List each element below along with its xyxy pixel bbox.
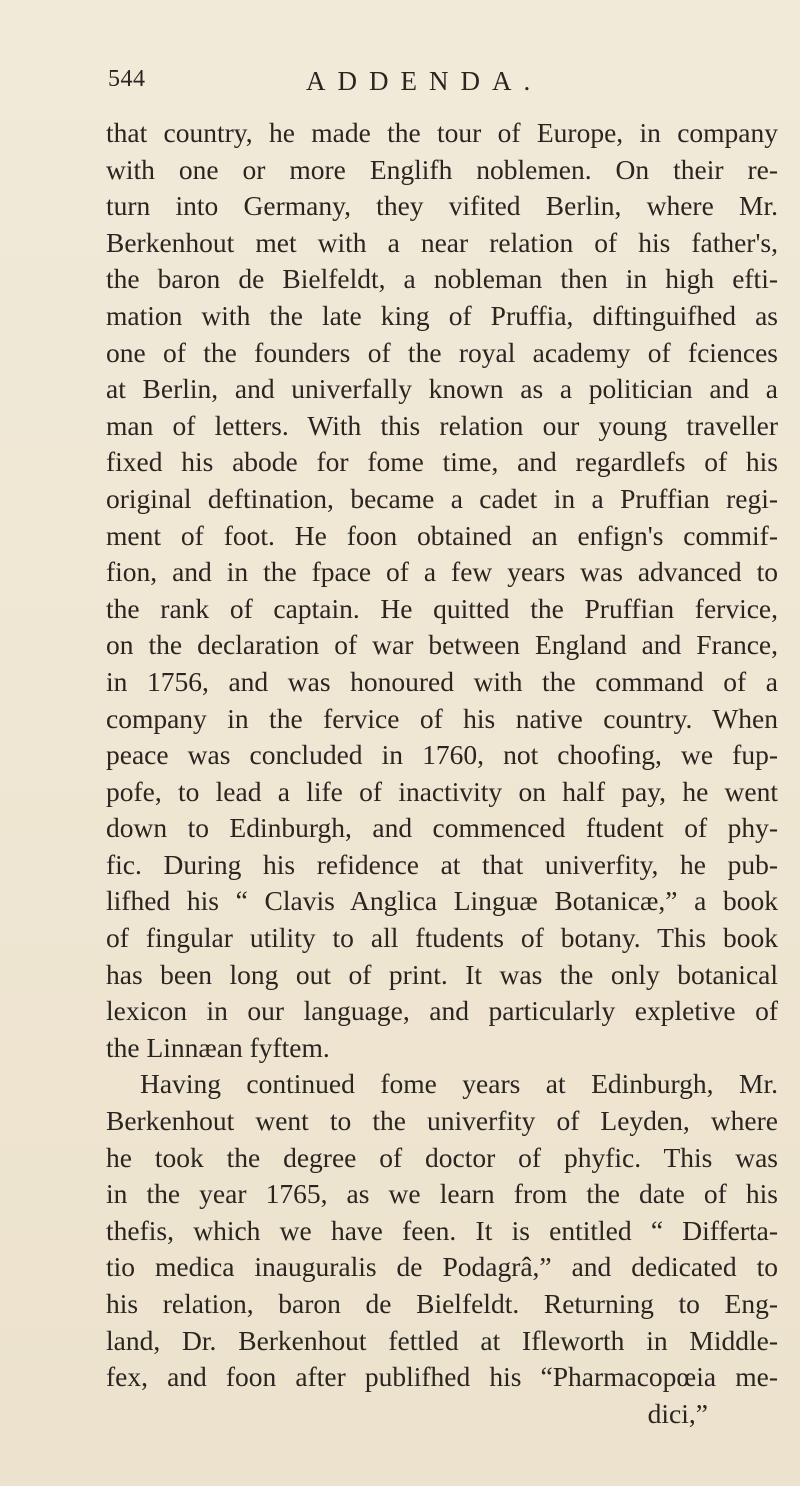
text-line: ment of foot. He foon obtained an enfign's commif- [106,519,778,551]
text-line: turn into Germany, they vifited Berlin, where Mr. [106,190,778,222]
text-line: tio medica inauguralis de Podagrâ,” and dedicated to [106,1251,778,1283]
text-line: Berkenhout went to the univerfity of Leyden, where [106,1105,778,1137]
text-line: man of letters. With this relation our young traveller [106,409,778,441]
text-line: his relation, baron de Bielfeldt. Returning to Eng- [106,1288,778,1319]
text-line: lexicon in our language, and particularly expletive of [106,995,778,1027]
page-number: 544 [108,66,146,92]
text-line: he took the degree of doctor of phyfic. This was [106,1141,778,1173]
text-line: Berkenhout met with a near relation of his father's, [106,226,778,258]
text-line: fex, and foon after publifhed his “Pharmacopœia me- [106,1361,778,1393]
text-line: peace was concluded in 1760, not choofing, we fup- [106,739,778,771]
text-line: fic. During his refidence at that univerfity, he pub- [106,848,778,880]
body-text [106,115,778,1432]
page-header [108,66,798,102]
text-line: of fingular utility to all ftudents of botany. This book [106,922,778,954]
text-line: in 1756, and was honoured with the command of a [106,665,778,697]
text-line: has been long out of print. It was the only botanical [106,958,778,990]
text-line: the rank of captain. He quitted the Pruffian fervice, [106,592,778,624]
text-line: at Berlin, and univerfally known as a politician and a [106,373,778,405]
text-line: with one or more Englifh noblemen. On their re- [106,153,778,185]
text-line: land, Dr. Berkenhout fettled at Ifleworth in Middle- [106,1324,778,1356]
text-line: mation with the late king of Pruffia, diftinguifhed as [106,299,778,331]
text-line: fion, and in the fpace of a few years was advanced to [106,556,778,588]
text-line: original deftination, became a cadet in a Pruffian regi- [106,482,778,514]
text-line: Having continued fome years at Edinburgh, Mr. [140,1068,778,1100]
text-line: pofe, to lead a life of inactivity on half pay, he went [106,775,778,807]
text-line: on the declaration of war between England and France, [106,629,778,661]
text-line: the Linnæan fyftem. [106,1031,330,1063]
text-line: fixed his abode for fome time, and regardlefs of his [106,446,778,478]
running-head: ADDENDA. [306,66,543,96]
text-line: dici,” [647,1397,708,1429]
text-line: company in the fervice of his native country. When [106,702,778,734]
text-line: thefis, which we have feen. It is entitled “ Differta- [106,1214,778,1246]
text-line: lifhed his “ Clavis Anglica Linguæ Botanicæ,” a book [106,885,778,917]
text-line: one of the founders of the royal academy of fciences [106,336,778,368]
text-line: in the year 1765, as we learn from the date of his [106,1178,778,1210]
text-line: that country, he made the tour of Europe, in company [106,117,778,148]
text-line: down to Edinburgh, and commenced ftudent of phy- [106,812,778,844]
text-line: the baron de Bielfeldt, a nobleman then in high efti- [106,263,778,295]
